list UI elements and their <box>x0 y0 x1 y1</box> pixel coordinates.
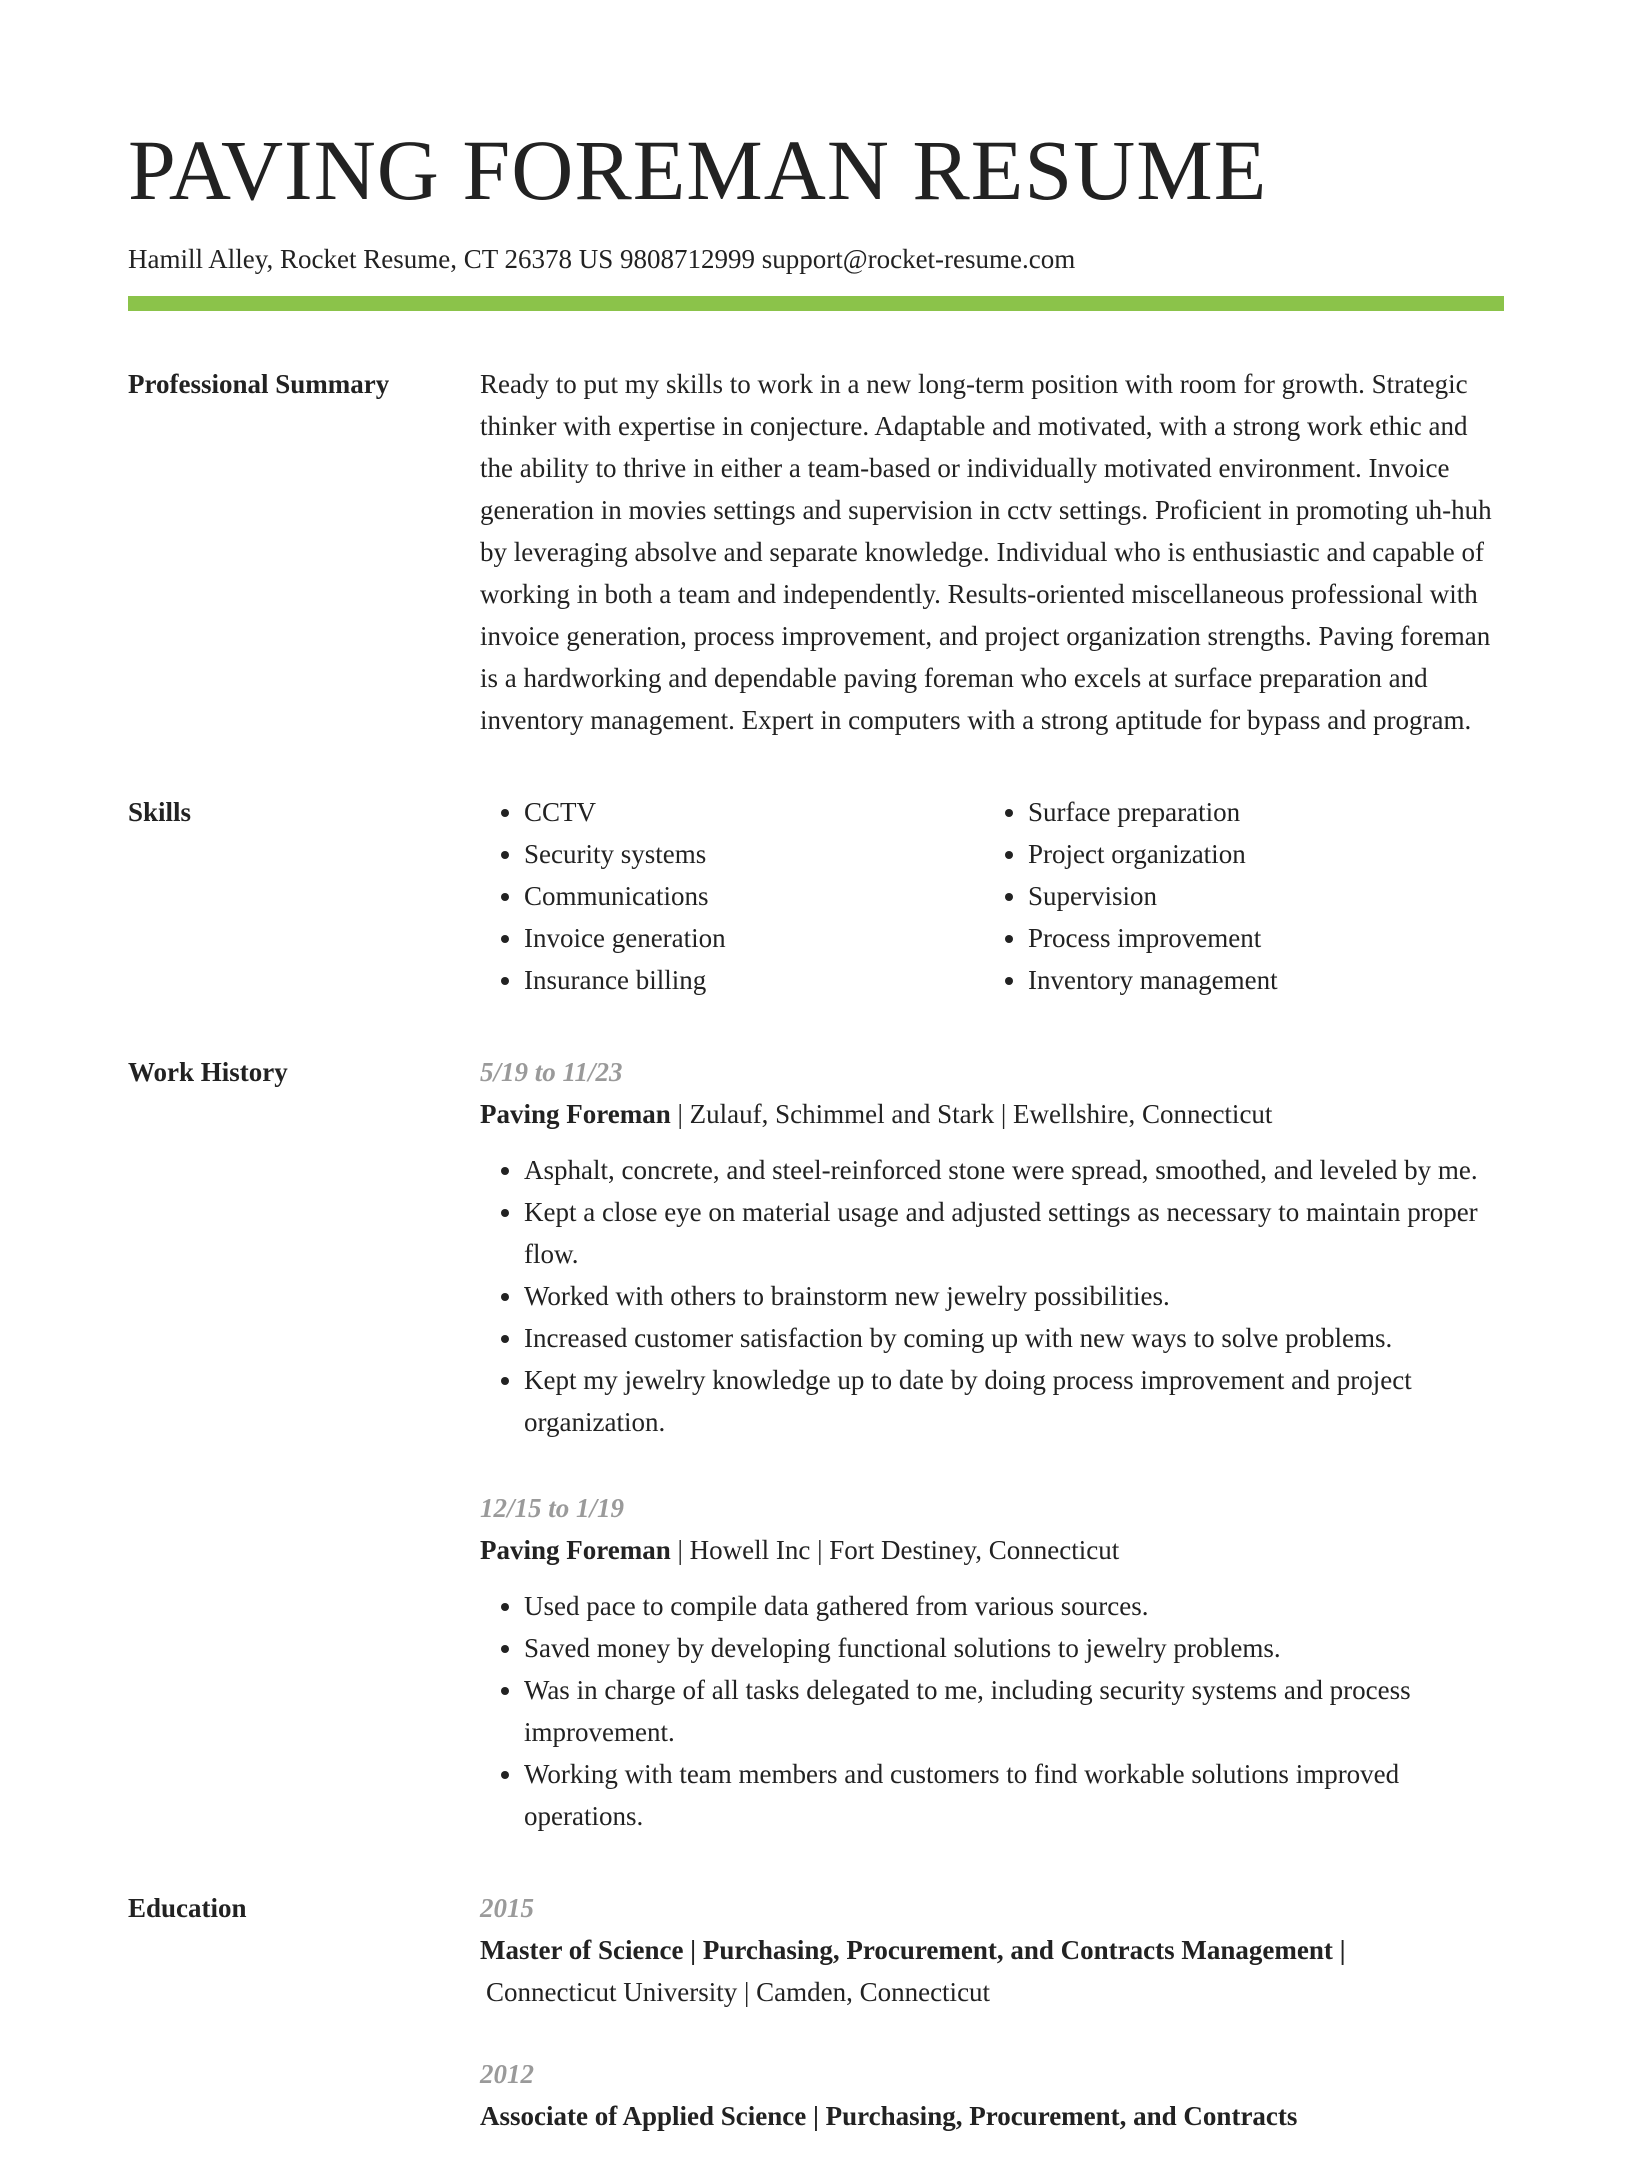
skills-list-left <box>480 791 984 1001</box>
contact-phone: 9808712999 <box>619 244 755 274</box>
skill-item: • Project organization <box>1028 833 1488 875</box>
summary-heading: Professional Summary <box>128 369 390 399</box>
contact-email: support@rocket-resume.com <box>761 244 1076 274</box>
job-dates: 5/19 to 11/23 <box>480 1057 623 1087</box>
skill-item: • Inventory management <box>1028 959 1488 1001</box>
job-entry <box>480 1487 1504 1837</box>
work-history-heading: Work History <box>128 1057 288 1087</box>
resume-title: PAVING FOREMAN RESUME <box>128 122 1268 218</box>
job-details: | Howell Inc | Fort Destiney, Connecticut <box>677 1535 1120 1565</box>
job-bullet: • Asphalt, concrete, and steel-reinforced stone were spread, smoothed, and leveled by me. <box>524 1149 1504 1191</box>
skill-item: • Process improvement <box>1028 917 1488 959</box>
job-details: | Zulauf, Schimmel and Stark | Ewellshire, Connecticut <box>677 1099 1273 1129</box>
summary-text: Ready to put my skills to work in a new long-term position with room for growth. Strategic thinker with expertise in conjecture. Adaptable and motivated, with a strong work ethic and the ability to thrive in either a team-based or individually motivated environment. Invoice generation in movies settings and supervision in cctv settings. Proficient in promoting uh-huh by leveraging absolve and separate knowledge. Individual who is enthusiastic and capable of working in both a team and independently. Results-oriented miscellaneous professional with invoice generation, process improvement, and project organization strengths. Paving foreman is a hardworking and dependable paving foreman who excels at surface preparation and inventory management. Expert in computers with a strong aptitude for bypass and program. <box>480 369 1492 735</box>
job-bullet: • Saved money by developing functional solutions to jewelry problems. <box>524 1627 1504 1669</box>
job-title: Paving Foreman <box>480 1535 671 1565</box>
job-bullet: • Kept a close eye on material usage and adjusted settings as necessary to maintain proper flow. <box>524 1191 1504 1275</box>
skills-heading: Skills <box>128 797 192 827</box>
job-bullet: • Worked with others to brainstorm new jewelry possibilities. <box>524 1275 1504 1317</box>
skill-item: • CCTV <box>524 791 984 833</box>
education-heading: Education <box>128 1893 247 1923</box>
job-bullets <box>480 1585 1504 1837</box>
education-year: 2012 <box>480 2059 534 2089</box>
job-bullets <box>480 1149 1504 1443</box>
skills-columns <box>480 791 1504 1001</box>
education-section <box>128 1887 1504 2177</box>
skill-item: • Insurance billing <box>524 959 984 1001</box>
job-bullet: • Increased customer satisfaction by coming up with new ways to solve problems. <box>524 1317 1504 1359</box>
skill-item: • Surface preparation <box>1028 791 1488 833</box>
skill-item: • Supervision <box>1028 875 1488 917</box>
resume-page <box>128 0 1504 2177</box>
skills-list-right <box>984 791 1488 1001</box>
skill-item: • Communications <box>524 875 984 917</box>
education-year: 2015 <box>480 1893 534 1923</box>
contact-address: Hamill Alley, Rocket Resume, CT 26378 US <box>128 244 614 274</box>
summary-section <box>128 363 1504 741</box>
job-entry <box>480 1051 1504 1443</box>
job-bullet: • Kept my jewelry knowledge up to date by doing process improvement and project organization. <box>524 1359 1504 1443</box>
job-bullet: • Was in charge of all tasks delegated to me, including security systems and process improvement. <box>524 1669 1504 1753</box>
education-degree: Associate of Applied Science | Purchasing, Procurement, and Contracts <box>480 2101 1298 2131</box>
skill-item: • Invoice generation <box>524 917 984 959</box>
education-degree: Master of Science | Purchasing, Procurement, and Contracts Management | <box>480 1935 1346 1965</box>
job-heading <box>480 1529 1504 1571</box>
education-entry <box>480 2053 1504 2137</box>
job-dates: 12/15 to 1/19 <box>480 1493 625 1523</box>
skills-section <box>128 791 1504 1001</box>
skill-item: • Security systems <box>524 833 984 875</box>
job-bullet: • Working with team members and customers to find workable solutions improved operations. <box>524 1753 1504 1837</box>
work-history-section <box>128 1051 1504 1837</box>
accent-divider <box>128 296 1504 311</box>
job-title: Paving Foreman <box>480 1099 671 1129</box>
job-bullet: • Used pace to compile data gathered from various sources. <box>524 1585 1504 1627</box>
contact-line <box>128 242 1504 276</box>
education-school: Connecticut University | Camden, Connecticut <box>486 1977 991 2007</box>
job-heading <box>480 1093 1504 1135</box>
education-entry <box>480 1887 1504 2013</box>
